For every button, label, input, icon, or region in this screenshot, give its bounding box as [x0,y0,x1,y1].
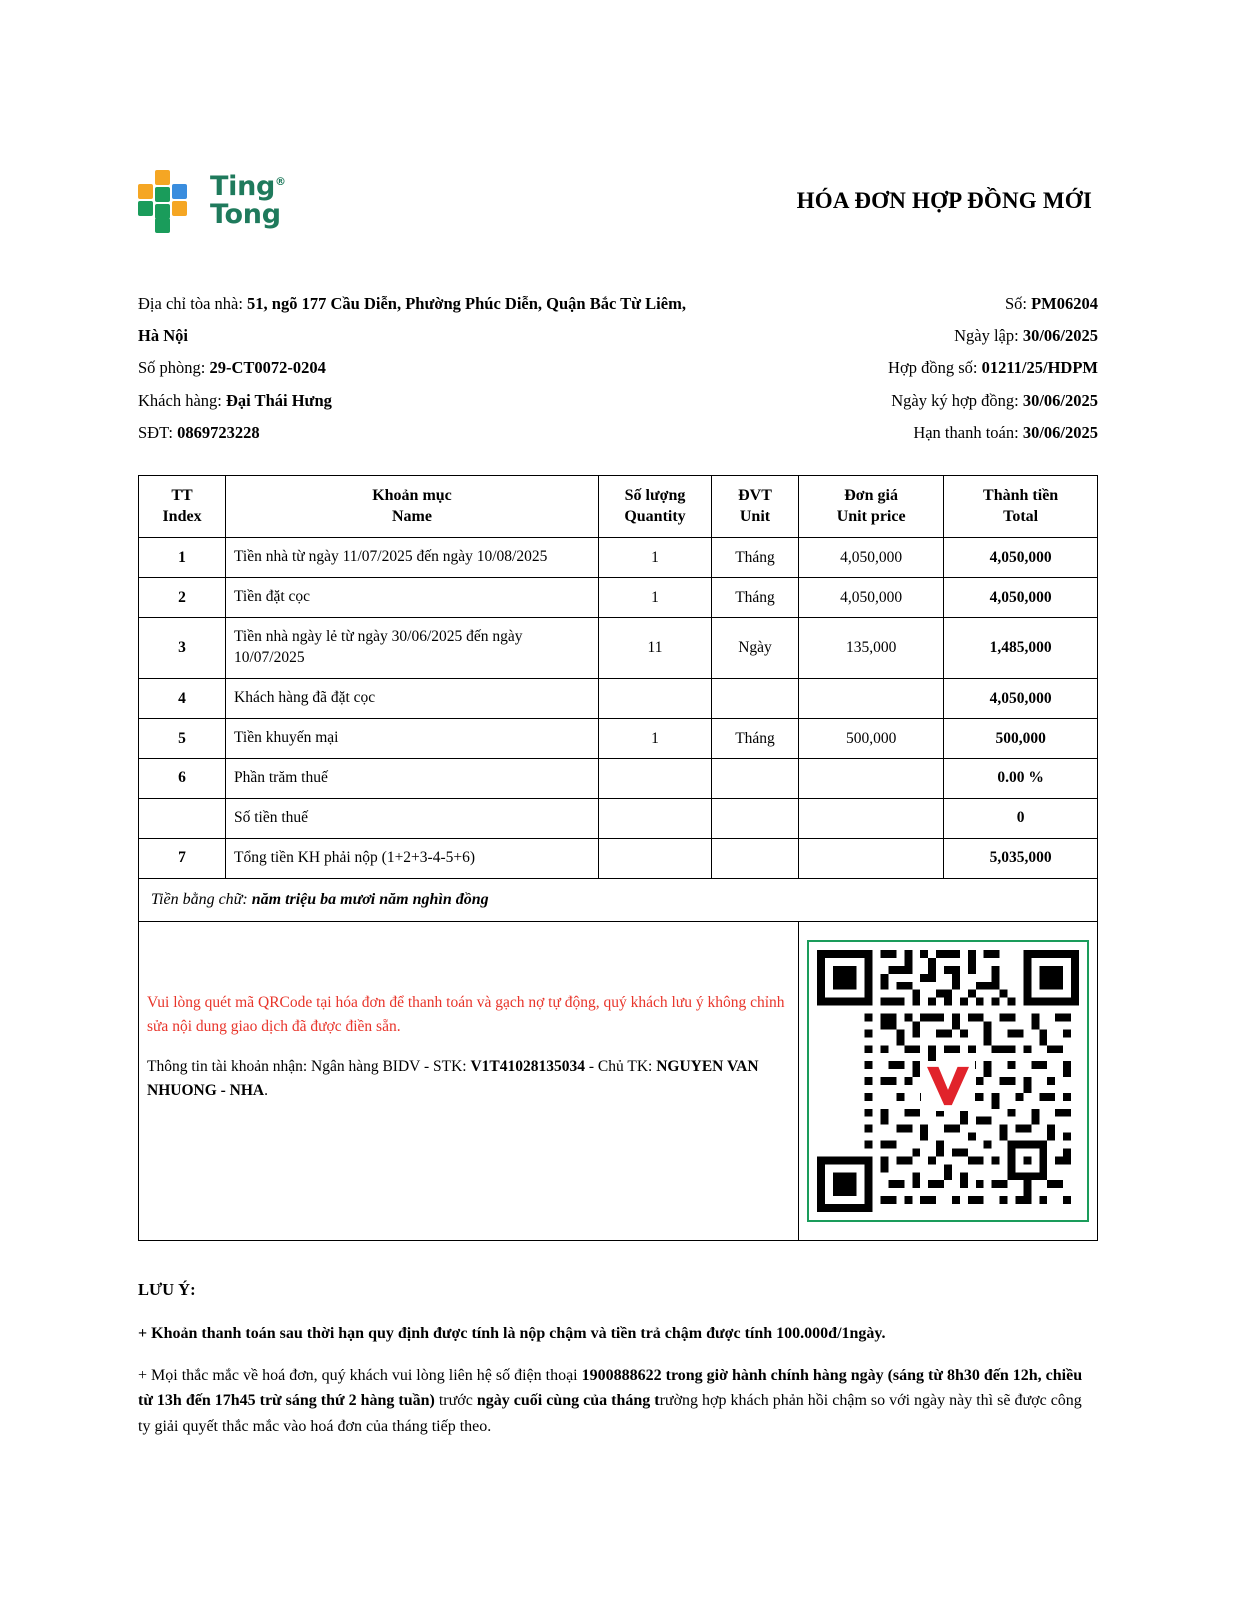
invoice-meta [138,288,1098,449]
qr-code[interactable] [807,940,1089,1222]
meta-value: 30/06/2025 [1022,390,1098,410]
invoice-table [138,475,1098,1241]
footer-note-2-deadline: ngày cuối cùng của tháng t [476,1392,660,1410]
qr-code-cell [799,921,1098,1240]
cell-name: Tiền nhà từ ngày 11/07/2025 đến ngày 10/08/2025 [226,538,599,578]
cell-unit-price: 4,050,000 [799,538,944,578]
cell-name: Phần trăm thuế [226,758,599,798]
header-line2: Index [162,507,202,525]
footer-note-1 [138,1321,1098,1347]
header-line1: TT [171,486,193,504]
meta-room-number [138,352,695,384]
meta-label: Số phòng: [138,358,206,378]
cell-name: Tổng tiền KH phải nộp (1+2+3-4-5+6) [226,838,599,878]
header-line2: Total [1003,507,1039,525]
header-line2: Unit [739,507,771,525]
cell-name: Số tiền thuế [226,798,599,838]
meta-value: 0869723228 [177,422,260,442]
col-header-unit-price [799,475,944,538]
cell-index: 1 [139,538,226,578]
meta-value: 30/06/2025 [1022,326,1098,346]
brand-wordmark [210,170,286,230]
meta-contract-number [714,352,1098,384]
cell-name: Tiền khuyến mại [226,719,599,759]
cell-quantity: 1 [599,719,712,759]
meta-value: PM06204 [1031,294,1098,313]
bank-info-suffix: . [264,1081,268,1099]
cell-index: 7 [139,838,226,878]
amount-in-words-label: Tiền bằng chữ: [151,890,248,908]
meta-value: 01211/25/HDPM [981,358,1098,378]
meta-label: Hạn thanh toán: [913,422,1019,442]
meta-building-address [138,288,695,352]
footer-note-2-part2: trước [434,1392,477,1410]
brand-line2: Tong [210,199,281,230]
bank-info-mid: - Chủ TK: [585,1057,657,1075]
cell-unit: Ngày [712,618,799,679]
cell-unit [712,679,799,719]
meta-customer [138,385,695,417]
cell-quantity [599,798,712,838]
vietqr-heart-icon [921,1061,975,1111]
table-row [139,838,1098,878]
invoice-table-body [139,538,1098,1240]
meta-value: 30/06/2025 [1022,422,1098,442]
header-line1: Thành tiền [983,486,1059,504]
meta-label: Ngày lập: [954,326,1019,346]
header-line2: Name [392,507,432,525]
meta-label: Hợp đồng số: [888,358,978,378]
meta-label: Số: [1004,294,1027,313]
header-line2: Unit price [836,507,906,525]
table-row [139,798,1098,838]
cell-index: 3 [139,618,226,679]
table-row [139,578,1098,618]
cell-unit-price [799,838,944,878]
header-line1: Khoản mục [372,486,452,504]
cell-index: 2 [139,578,226,618]
cell-name: Khách hàng đã đặt cọc [226,679,599,719]
cell-quantity [599,758,712,798]
cell-quantity: 1 [599,578,712,618]
footer-notes [138,1277,1098,1440]
table-row [139,679,1098,719]
col-header-index [139,475,226,538]
cell-unit-price: 4,050,000 [799,578,944,618]
cell-quantity: 11 [599,618,712,679]
table-row [139,538,1098,578]
table-header-row [139,475,1098,538]
header-line1: Đơn giá [844,486,898,504]
page-title: HÓA ĐƠN HỢP ĐỒNG MỚI [796,188,1092,213]
cell-unit-price: 135,000 [799,618,944,679]
qr-notice-text: Vui lòng quét mã QRCode tại hóa đơn để thanh toán và gạch nợ tự động, quý khách lưu ý không chỉnh sửa nội dung giao dịch đã được điền sẵn. [147,993,785,1035]
document-header [138,170,1098,250]
cell-unit-price [799,798,944,838]
meta-invoice-number [714,288,1098,320]
heart-shape [925,1065,971,1107]
cell-total: 4,050,000 [944,538,1098,578]
meta-label: Khách hàng: [138,390,222,410]
cell-unit-price: 500,000 [799,719,944,759]
meta-value: 51, ngõ 177 Cầu Diễn, Phường Phúc Diễn, Quận Bắc Từ Liêm, Hà Nội [138,294,686,346]
table-row [139,719,1098,759]
meta-contract-sign-date [714,385,1098,417]
cell-name: Tiền đặt cọc [226,578,599,618]
amount-in-words-row [139,878,1098,921]
brand-line1: Ting [210,170,276,202]
cell-total: 5,035,000 [944,838,1098,878]
bank-info [147,1055,790,1103]
brand-logo [138,170,286,232]
bank-info-prefix: Thông tin tài khoản nhận: Ngân hàng BIDV - STK: [147,1057,471,1075]
meta-label: SĐT: [138,422,173,442]
table-row [139,758,1098,798]
cell-total: 1,485,000 [944,618,1098,679]
col-header-total [944,475,1098,538]
bank-account-number: V1T41028135034 [470,1057,585,1075]
meta-value: Đại Thái Hưng [225,390,332,410]
payment-row [139,921,1098,1240]
cell-index: 6 [139,758,226,798]
meta-value: 29-CT0072-0204 [209,358,326,378]
bank-account-owner: NGUYEN VAN NHUONG - NHA [147,1057,759,1099]
col-header-name [226,475,599,538]
amount-in-words-value: năm triệu ba mươi năm nghìn đồng [251,890,489,908]
payment-note-cell [139,921,799,1240]
invoice-table-head [139,475,1098,538]
cell-quantity [599,679,712,719]
cell-total: 4,050,000 [944,679,1098,719]
meta-left-column [138,288,695,449]
cell-name: Tiền nhà ngày lẻ từ ngày 30/06/2025 đến ngày 10/07/2025 [226,618,599,679]
cell-unit [712,838,799,878]
footer-note-2-hotline: 1900888622 trong giờ hành chính hàng ngày (sáng từ 8h30 đến 12h, chiều từ 13h đến 17h45 trừ sáng thứ 2 hàng tuần) [138,1366,1083,1410]
meta-phone [138,417,695,449]
cell-unit: Tháng [712,578,799,618]
footer-note-1-text: + Khoản thanh toán sau thời hạn quy định được tính là nộp chậm và tiền trả chậm được tính 100.000đ/1ngày. [138,1325,886,1343]
footer-title: LƯU Ý: [138,1279,196,1299]
meta-payment-due [714,417,1098,449]
cell-quantity: 1 [599,538,712,578]
registered-mark: ® [275,174,286,188]
cell-unit-price [799,758,944,798]
header-line1: ĐVT [738,486,772,504]
cell-unit: Tháng [712,538,799,578]
cell-total: 4,050,000 [944,578,1098,618]
meta-label: Ngày ký hợp đồng: [891,390,1019,410]
tingtong-logo-icon [138,170,200,232]
cell-index [139,798,226,838]
header-line2: Quantity [624,507,686,525]
meta-label: Địa chỉ tòa nhà: [138,294,243,313]
col-header-quantity [599,475,712,538]
cell-index: 4 [139,679,226,719]
header-line1: Số lượng [624,486,686,504]
cell-unit-price [799,679,944,719]
footer-note-2 [138,1363,1098,1440]
cell-unit [712,758,799,798]
cell-unit: Tháng [712,719,799,759]
amount-in-words-cell [139,878,1098,921]
table-row [139,618,1098,679]
cell-quantity [599,838,712,878]
col-header-unit [712,475,799,538]
cell-total: 0 [944,798,1098,838]
footer-note-2-part3: rường hợp khách phản hồi chậm so với ngày này thì sẽ được công ty giải quyết thắc mắc vào hoá đơn của tháng tiếp theo. [138,1392,1082,1435]
cell-total: 500,000 [944,719,1098,759]
footer-note-2-part1: + Mọi thắc mắc về hoá đơn, quý khách vui lòng liên hệ số điện thoại [138,1366,582,1384]
cell-index: 5 [139,719,226,759]
meta-right-column [714,288,1098,449]
meta-issue-date [714,320,1098,352]
cell-total: 0.00 % [944,758,1098,798]
cell-unit [712,798,799,838]
